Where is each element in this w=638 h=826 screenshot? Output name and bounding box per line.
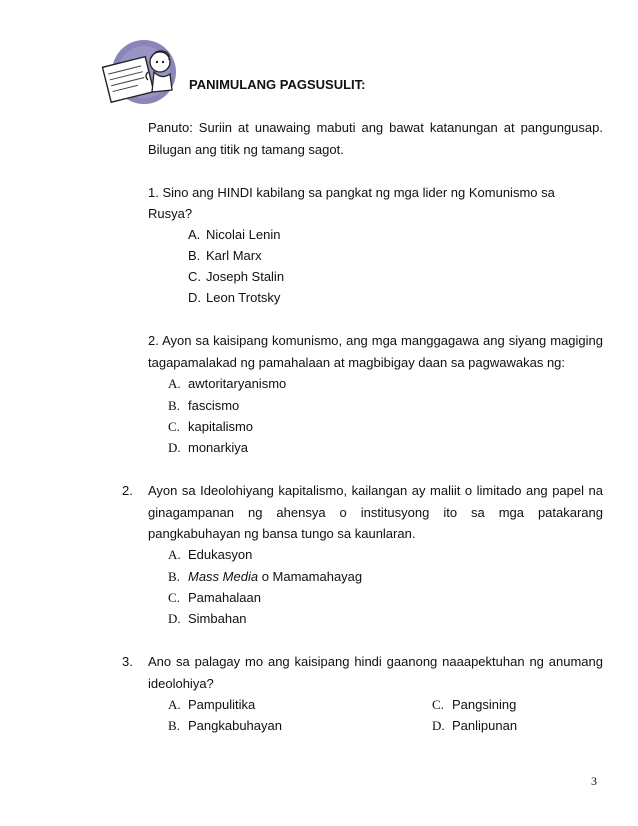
option-letter: A. [188, 227, 201, 242]
reading-student-icon [96, 36, 186, 106]
question-3-option-d [432, 718, 517, 734]
option-letter: D. [188, 290, 201, 305]
option-text: Pangkabuhayan [188, 718, 282, 733]
question-2a-line-1: 2. Ayon sa kaisipang komunismo, ang mga manggagawa ang siyang magiging [148, 333, 603, 348]
option-text: Karl Marx [206, 248, 262, 263]
option-text-italic: Mass Media [188, 569, 259, 584]
instructions-line-2: Bilugan ang titik ng tamang sagot. [148, 142, 344, 157]
option-text: Joseph Stalin [206, 269, 285, 284]
option-text: Panlipunan [452, 718, 518, 733]
question-3-number: 3. [122, 654, 133, 669]
option-letter: A. [168, 376, 181, 391]
option-text: Leon Trotsky [206, 290, 281, 305]
option-letter: C. [168, 419, 180, 434]
option-text: Nicolai Lenin [206, 227, 281, 242]
question-2a-option-a [168, 376, 286, 392]
question-3-option-a [168, 697, 255, 713]
option-text: kapitalismo [188, 419, 254, 434]
question-2b-option-b [168, 569, 362, 585]
question-2a-option-c [168, 419, 253, 435]
option-text: Simbahan [188, 611, 247, 626]
option-letter: D. [168, 440, 181, 455]
question-1-option-c [188, 269, 284, 285]
option-letter: B. [188, 248, 201, 263]
option-letter: D. [168, 611, 181, 626]
option-text: Pamahalaan [188, 590, 261, 605]
question-2b-option-c [168, 590, 261, 606]
option-text: awtoritaryanismo [188, 376, 287, 391]
option-text: fascismo [188, 398, 240, 413]
question-1-option-d [188, 290, 280, 306]
option-letter: A. [168, 697, 181, 712]
question-2a-option-d [168, 440, 248, 456]
option-letter: D. [432, 718, 445, 733]
option-letter: C. [188, 269, 201, 284]
question-3-line-2: ideolohiya? [148, 676, 214, 691]
question-1-option-b [188, 248, 262, 264]
question-2a-option-b [168, 398, 239, 414]
option-letter: C. [432, 697, 444, 712]
page-title: PANIMULANG PAGSUSULIT: [189, 77, 366, 92]
question-3-option-b [168, 718, 282, 734]
question-2b-option-a [168, 547, 252, 563]
question-2b-line-1: Ayon sa Ideolohiyang kapitalismo, kailangan ay maliit o limitado ang papel na [148, 483, 603, 498]
option-text: Pangsining [452, 697, 517, 712]
question-1-line-2: Rusya? [148, 206, 193, 221]
question-2b-line-2: ginagampanan ng ahensya o institusyong ito sa mga patakarang [148, 505, 603, 520]
page-number: 3 [591, 774, 597, 788]
option-letter: B. [168, 398, 180, 413]
question-1-line-1: 1. Sino ang HINDI kabilang sa pangkat ng mga lider ng Komunismo sa [148, 185, 555, 200]
option-text: Edukasyon [188, 547, 253, 562]
option-text: Pampulitika [188, 697, 256, 712]
option-text: monarkiya [188, 440, 248, 455]
question-2a-line-2: tagapamalakad ng pamahalaan at magbibigay daan sa pagwawakas ng: [148, 355, 566, 370]
option-letter: B. [168, 718, 180, 733]
instructions-line-1: Panuto: Suriin at unawaing mabuti ang bawat katanungan at pangungusap. [148, 120, 603, 135]
option-letter: C. [168, 590, 180, 605]
option-letter: A. [168, 547, 181, 562]
option-letter: B. [168, 569, 180, 584]
question-1-option-a [188, 227, 280, 243]
question-2b-number: 2. [122, 483, 133, 498]
question-2b-option-d [168, 611, 247, 627]
question-3-line-1: Ano sa palagay mo ang kaisipang hindi gaanong naaapektuhan ng anumang [148, 654, 603, 669]
question-3-option-c [432, 697, 516, 713]
question-2b-line-3: pangkabuhayan ng bansa tungo sa kaunlaran. [148, 526, 416, 541]
option-text: o Mamamahayag [258, 569, 363, 584]
